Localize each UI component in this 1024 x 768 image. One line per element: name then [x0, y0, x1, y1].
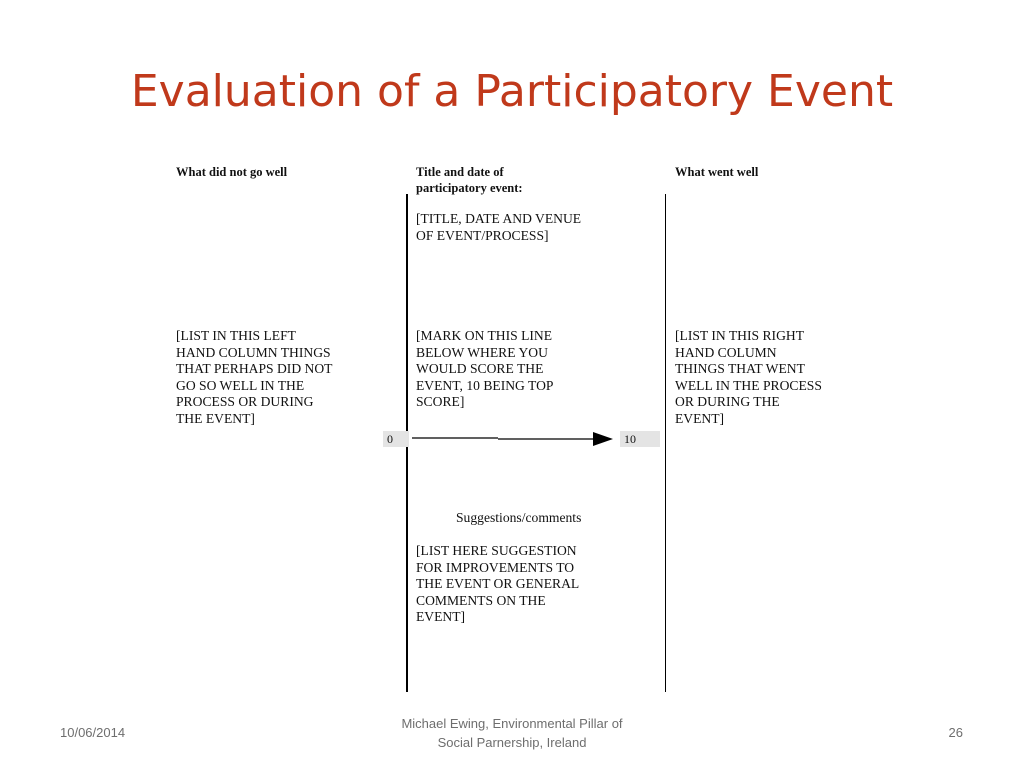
right-column-header: What went well: [675, 165, 759, 179]
footer-page-number: 26: [948, 725, 963, 740]
footer-date: 10/06/2014: [60, 725, 126, 740]
scale-min-label: 0: [383, 431, 409, 447]
title-placeholder-line: [TITLE, DATE AND VENUE: [416, 211, 582, 226]
right-column-instructions: [675, 328, 822, 428]
title-placeholder-line: OF EVENT/PROCESS]: [416, 227, 549, 243]
center-instructions-line: BELOW WHERE YOU: [416, 344, 548, 360]
title-placeholder: [416, 211, 581, 244]
left-instructions-line: [LIST IN THIS LEFT: [176, 328, 296, 343]
suggestions-instructions-line: FOR IMPROVEMENTS TO: [416, 559, 575, 575]
center-header-line: Title and date of: [416, 165, 504, 179]
right-instructions-line: THINGS THAT WENT: [675, 361, 805, 377]
suggestions-instructions: [416, 543, 579, 626]
left-column-header: What did not go well: [176, 165, 288, 179]
right-instructions-line: EVENT]: [675, 410, 725, 426]
right-instructions-line: OR DURING THE: [675, 394, 780, 410]
left-instructions-line: PROCESS OR DURING: [176, 394, 314, 410]
center-column-header: [416, 164, 523, 196]
suggestions-label: Suggestions/comments: [456, 510, 582, 525]
scale-max-label: 10: [620, 431, 660, 447]
left-column-instructions: [176, 328, 332, 428]
center-instructions-line: WOULD SCORE THE: [416, 361, 544, 377]
left-instructions-line: HAND COLUMN THINGS: [176, 344, 331, 360]
footer-author: [362, 714, 662, 752]
slide-title: Evaluation of a Participatory Event: [130, 66, 894, 117]
center-instructions-line: [MARK ON THIS LINE: [416, 328, 553, 343]
suggestions-instructions-line: THE EVENT OR GENERAL: [416, 576, 580, 592]
right-instructions-line: HAND COLUMN: [675, 344, 777, 360]
left-instructions-line: GO SO WELL IN THE: [176, 377, 305, 393]
footer-author-line: Social Parnership, Ireland: [437, 735, 587, 750]
center-header-line: participatory event:: [416, 181, 523, 195]
suggestions-instructions-line: EVENT]: [416, 609, 466, 625]
right-column-divider: [665, 194, 666, 692]
right-instructions-line: [LIST IN THIS RIGHT: [675, 328, 805, 343]
center-instructions-line: EVENT, 10 BEING TOP: [416, 377, 554, 393]
left-instructions-line: THAT PERHAPS DID NOT: [176, 361, 333, 377]
center-instructions-line: SCORE]: [416, 394, 465, 410]
center-column-instructions: [416, 328, 553, 411]
left-instructions-line: THE EVENT]: [176, 410, 255, 426]
right-instructions-line: WELL IN THE PROCESS: [675, 377, 822, 393]
score-scale-arrow: [412, 430, 620, 448]
suggestions-instructions-line: COMMENTS ON THE: [416, 592, 546, 608]
footer-author-line: Michael Ewing, Environmental Pillar of: [401, 716, 623, 731]
suggestions-instructions-line: [LIST HERE SUGGESTION: [416, 543, 577, 558]
